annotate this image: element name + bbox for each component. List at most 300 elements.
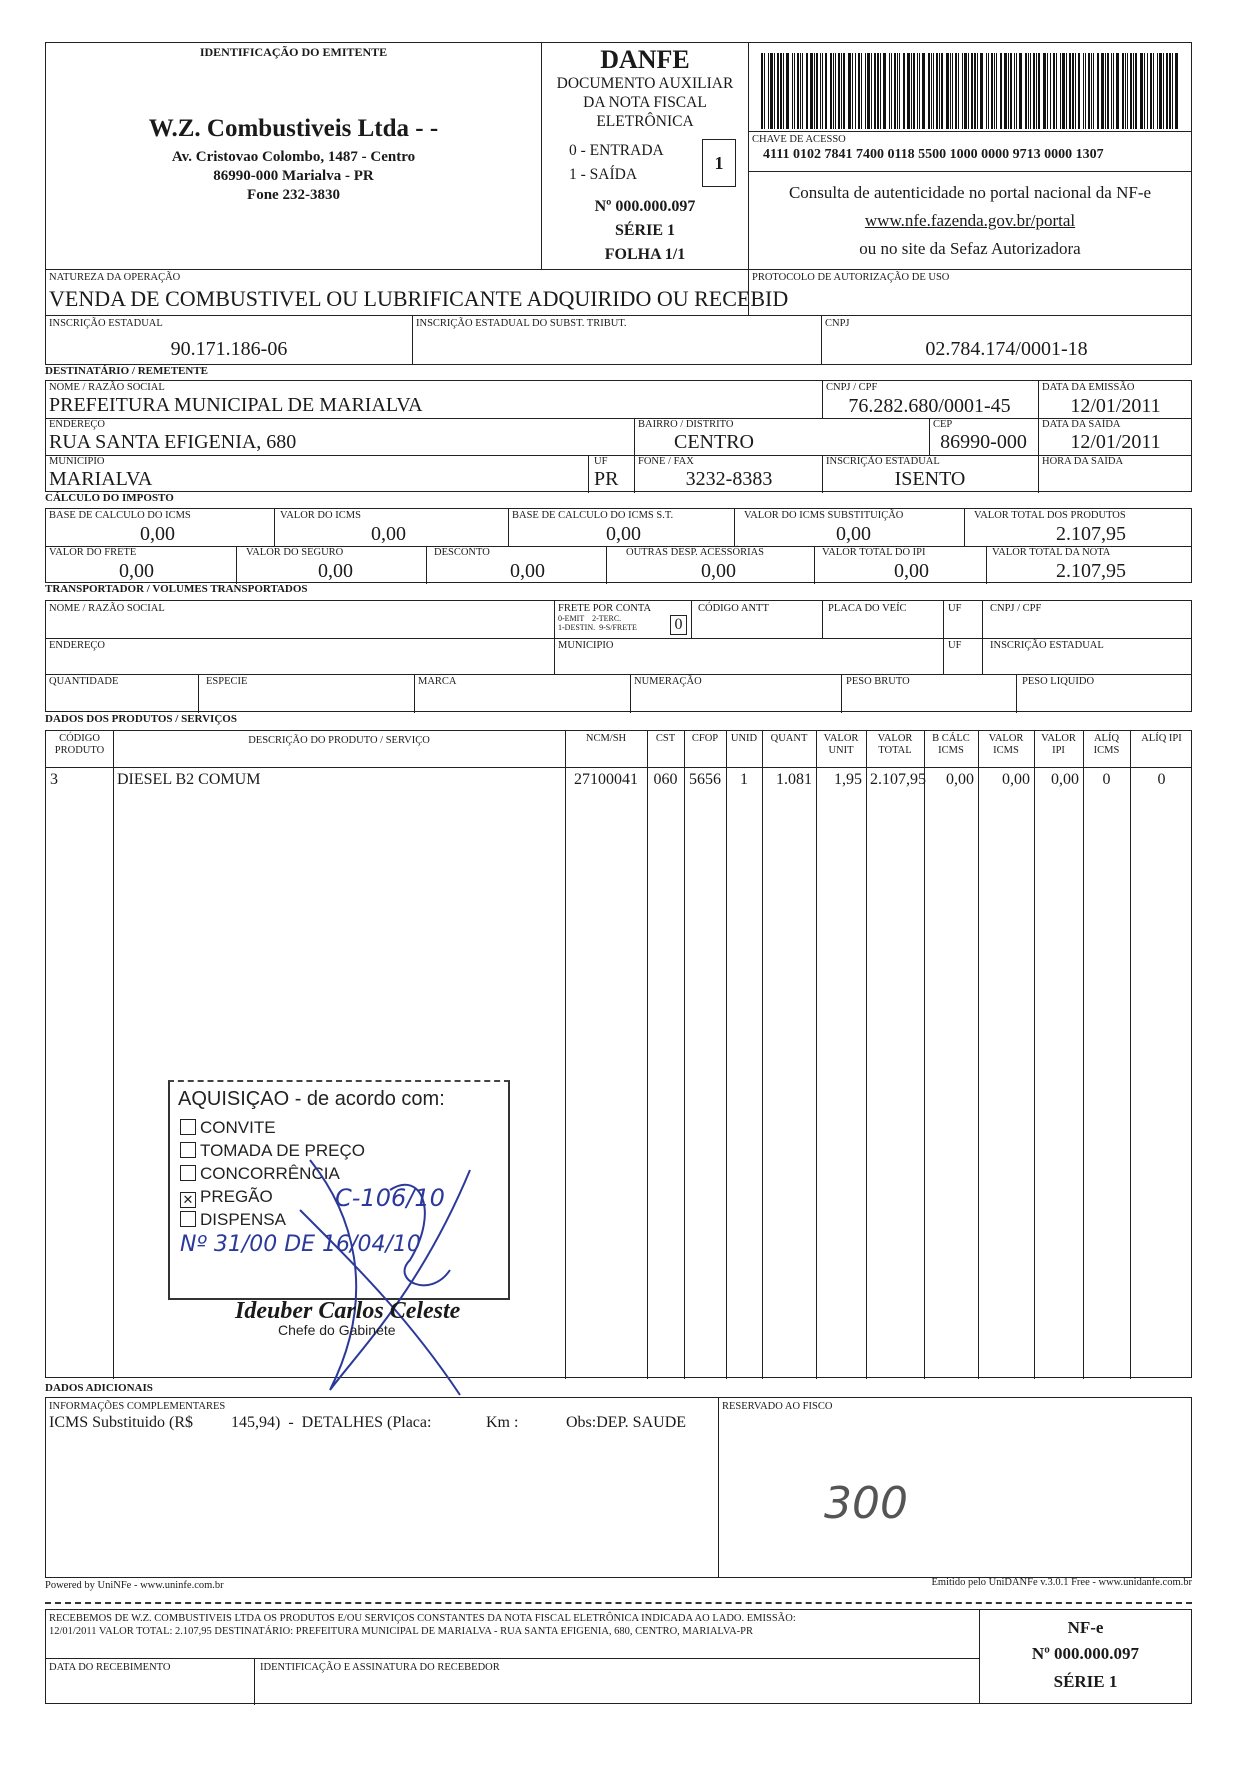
barcode-bar xyxy=(1153,53,1154,129)
barcode-bar xyxy=(777,53,779,129)
barcode-bar xyxy=(1085,53,1086,129)
barcode-bar xyxy=(939,53,940,129)
barcode-bar xyxy=(1050,53,1051,129)
barcode-bar xyxy=(794,53,795,129)
natureza-label: NATUREZA DA OPERAÇÃO xyxy=(49,272,181,283)
barcode-bar xyxy=(1111,53,1112,129)
imp-valor-icms-label: VALOR DO ICMS xyxy=(280,510,361,521)
stamp-option xyxy=(180,1187,273,1208)
column-divider xyxy=(1130,731,1131,1379)
header-cfop: CFOP xyxy=(691,733,719,744)
column-divider xyxy=(684,731,685,1379)
imp-total-ipi-label: VALOR TOTAL DO IPI xyxy=(822,547,926,558)
barcode-bar xyxy=(802,53,803,129)
powered-by-text: Powered by UniNFe - www.uninfe.com.br xyxy=(45,1580,224,1591)
barcode-bar xyxy=(1053,53,1055,129)
transp-peso-bruto-label: PESO BRUTO xyxy=(846,676,910,687)
barcode xyxy=(761,53,1181,129)
header-ncm: NCM/SH xyxy=(585,733,627,744)
barcode-bar xyxy=(820,53,821,129)
dest-ie-label: INSCRIÇÃO ESTADUAL xyxy=(826,456,940,467)
stamp-option-label: PREGÃO xyxy=(200,1187,273,1206)
dest-saida-label: DATA DA SAÍDA xyxy=(1042,419,1121,430)
dest-bairro-label: BAIRRO / DISTRITO xyxy=(638,419,734,430)
barcode-bar xyxy=(1163,53,1164,129)
barcode-bar xyxy=(1014,53,1015,129)
imposto-box xyxy=(45,508,1192,583)
canhoto-nfe-numero: Nº 000.000.097 xyxy=(1031,1644,1140,1663)
barcode-bar xyxy=(1036,53,1037,129)
barcode-bar xyxy=(816,53,818,129)
cell-unid: 1 xyxy=(740,771,748,788)
cnpj-label: CNPJ xyxy=(825,318,850,329)
stamp-option-label: TOMADA DE PREÇO xyxy=(200,1141,365,1160)
dest-nome-value: PREFEITURA MUNICIPAL DE MARIALVA xyxy=(49,394,423,416)
canhoto-data-label: DATA DO RECEBIMENTO xyxy=(49,1662,171,1673)
danfe-subtitle-3: ELETRÔNICA xyxy=(596,113,694,130)
barcode-bar xyxy=(841,53,842,129)
transp-numeracao-label: NUMERAÇÃO xyxy=(634,676,702,687)
barcode-bar xyxy=(1127,53,1128,129)
barcode-bar xyxy=(855,53,856,129)
signer-role: Chefe do Gabinete xyxy=(278,1322,396,1338)
checked-box-icon: ✕ xyxy=(180,1192,196,1208)
barcode-bar xyxy=(833,53,834,129)
barcode-bar xyxy=(950,53,951,129)
barcode-bar xyxy=(1072,53,1074,129)
barcode-bar xyxy=(911,53,912,129)
emitente-section-label: IDENTIFICAÇÃO DO EMITENTE xyxy=(199,45,388,59)
barcode-bar xyxy=(1000,53,1002,129)
dest-cep-label: CEP xyxy=(933,419,953,430)
barcode-bar xyxy=(1107,53,1109,129)
barcode-bar xyxy=(907,53,910,129)
barcode-bar xyxy=(1033,53,1035,129)
transp-antt-label: CÓDIGO ANTT xyxy=(698,603,769,614)
barcode-bar xyxy=(955,53,957,129)
barcode-bar xyxy=(894,53,896,129)
barcode-bar xyxy=(1144,53,1145,129)
barcode-bar xyxy=(1133,53,1134,129)
chave-value: 4111 0102 7841 7400 0118 5500 1000 0000 9713 0000 1307 xyxy=(763,147,1104,162)
header-valor-total: VALOR TOTAL xyxy=(877,733,913,756)
imp-icms-subst-value: 0,00 xyxy=(836,523,871,545)
stamp-option-label: DISPENSA xyxy=(200,1210,286,1229)
signer-name: Ideuber Carlos Celeste xyxy=(235,1298,461,1324)
imp-icms-subst-label: VALOR DO ICMS SUBSTITUIÇÃO xyxy=(744,510,904,521)
info-part-4: Obs:DEP. SAUDE xyxy=(566,1414,687,1431)
dest-hora-label: HORA DA SAÍDA xyxy=(1042,456,1124,467)
info-complementares-box xyxy=(45,1397,719,1578)
stamp-handwritten-ref: C-106/10 xyxy=(335,1184,445,1212)
imp-frete-value: 0,00 xyxy=(119,560,154,582)
column-divider xyxy=(978,731,979,1379)
cell-cfop: 5656 xyxy=(689,771,721,788)
barcode-bar xyxy=(1169,53,1171,129)
barcode-bar xyxy=(770,53,773,129)
barcode-bar xyxy=(883,53,886,129)
imp-valor-icms-value: 0,00 xyxy=(371,523,406,545)
transportador-box xyxy=(45,600,1192,712)
barcode-bar xyxy=(919,53,920,129)
canhoto-recebemos-1: RECEBEMOS DE W.Z. COMBUSTIVEIS LTDA OS PRODUTOS E/OU SERVIÇOS CONSTANTES DA NOTA FISCAL ELETRÔNICA INDICADA AO LADO. EMISSÃO: xyxy=(49,1613,796,1624)
destinatario-box xyxy=(45,380,1192,492)
danfe-entrada: 0 - ENTRADA xyxy=(569,142,664,159)
barcode-bar xyxy=(1056,53,1057,129)
barcode-bar xyxy=(1043,53,1046,129)
natureza-box xyxy=(45,269,789,316)
barcode-bar xyxy=(792,53,793,129)
dest-ie-value: ISENTO xyxy=(894,468,966,490)
barcode-bar xyxy=(1038,53,1040,129)
transp-quantidade-label: QUANTIDADE xyxy=(49,676,119,687)
danfe-subtitle-1: DOCUMENTO AUXILIAR xyxy=(556,75,734,92)
imp-seguro-value: 0,00 xyxy=(318,560,353,582)
header-valor-icms: VALOR ICMS xyxy=(988,733,1024,756)
imp-desconto-label: DESCONTO xyxy=(434,547,490,558)
imp-outras-value: 0,00 xyxy=(701,560,736,582)
barcode-bar xyxy=(897,53,898,129)
barcode-bar xyxy=(994,53,995,129)
barcode-bar xyxy=(877,53,879,129)
barcode-bar xyxy=(835,53,836,129)
danfe-title: DANFE xyxy=(600,45,690,74)
transp-nome-label: NOME / RAZÃO SOCIAL xyxy=(49,603,165,614)
protocolo-label: PROTOCOLO DE AUTORIZAÇÃO DE USO xyxy=(752,272,950,283)
barcode-bar xyxy=(986,53,987,129)
transp-uf-label: UF xyxy=(948,603,962,614)
checkbox-icon xyxy=(180,1142,196,1158)
column-divider xyxy=(1083,731,1084,1379)
barcode-bar xyxy=(1166,53,1168,129)
cell-descricao: DIESEL B2 COMUM xyxy=(117,771,261,788)
imp-desconto-value: 0,00 xyxy=(510,560,545,582)
imp-total-ipi-value: 0,00 xyxy=(894,560,929,582)
dest-fone-value: 3232-8383 xyxy=(685,468,773,490)
barcode-bar xyxy=(931,53,932,129)
cut-line xyxy=(45,1602,1192,1604)
barcode-bar xyxy=(1004,53,1007,129)
cell-valor-icms: 0,00 xyxy=(1002,771,1030,788)
barcode-bar xyxy=(1010,53,1012,129)
barcode-bar xyxy=(991,53,993,129)
dest-emissao-label: DATA DA EMISSÃO xyxy=(1042,382,1135,393)
info-part-2: 145,94) - DETALHES (Placa: xyxy=(231,1414,432,1431)
dest-fone-label: FONE / FAX xyxy=(638,456,694,467)
info-label: INFORMAÇÕES COMPLEMENTARES xyxy=(49,1401,226,1412)
protocolo-box xyxy=(748,269,1192,316)
barcode-bar xyxy=(1147,53,1148,129)
barcode-bar xyxy=(977,53,978,129)
cell-codigo: 3 xyxy=(50,771,58,788)
barcode-bar xyxy=(1075,53,1076,129)
barcode-bar xyxy=(1125,53,1126,129)
imp-total-nota-label: VALOR TOTAL DA NOTA xyxy=(992,547,1111,558)
cnpj-emitente-box xyxy=(821,315,1192,365)
header-valor-unit: VALOR UNIT xyxy=(823,733,859,756)
canhoto-box xyxy=(45,1609,980,1704)
header-aliq-icms: ALÍQ ICMS xyxy=(1093,733,1120,756)
transp-uf2-label: UF xyxy=(948,640,962,651)
ie-value: 90.171.186-06 xyxy=(170,338,288,360)
fisco-label: RESERVADO AO FISCO xyxy=(722,1401,833,1412)
consulta-sefaz: ou no site da Sefaz Autorizadora xyxy=(859,239,1081,258)
barcode-bar xyxy=(764,53,765,129)
barcode-bar xyxy=(928,53,930,129)
consulta-url-link[interactable]: www.nfe.fazenda.gov.br/portal xyxy=(864,211,1076,230)
column-divider xyxy=(726,731,727,1379)
canhoto-nfe-serie: SÉRIE 1 xyxy=(1053,1672,1118,1691)
barcode-bar xyxy=(1030,53,1031,129)
transp-marca-label: MARCA xyxy=(418,676,457,687)
canhoto-assinatura-label: IDENTIFICAÇÃO E ASSINATURA DO RECEBEDOR xyxy=(260,1662,500,1673)
barcode-bar xyxy=(1130,53,1132,129)
barcode-bar xyxy=(996,53,997,129)
checkbox-icon xyxy=(180,1165,196,1181)
header-codigo: CÓDIGO PRODUTO xyxy=(54,733,105,756)
transp-peso-liquido-label: PESO LIQUIDO xyxy=(1022,676,1095,687)
cell-ncm: 27100041 xyxy=(574,771,638,788)
produtos-section-label: DADOS DOS PRODUTOS / SERVIÇOS xyxy=(45,713,237,725)
destinatario-section-label: DESTINATÁRIO / REMETENTE xyxy=(45,365,208,377)
cnpj-value: 02.784.174/0001-18 xyxy=(925,338,1088,360)
stamp-option xyxy=(180,1118,276,1138)
barcode-bar xyxy=(1135,53,1137,129)
column-divider xyxy=(866,731,867,1379)
barcode-bar xyxy=(858,53,860,129)
barcode-bar xyxy=(761,53,763,129)
stamp-number-line: Nº 31/00 DE 16/04/10 xyxy=(180,1232,421,1257)
fisco-box xyxy=(718,1397,1192,1578)
dest-cep-value: 86990-000 xyxy=(940,431,1027,453)
barcode-bar xyxy=(941,53,943,129)
ie-label: INSCRIÇÃO ESTADUAL xyxy=(49,318,163,329)
imp-frete-label: VALOR DO FRETE xyxy=(49,547,137,558)
stamp-option-label: CONCORRÊNCIA xyxy=(200,1164,340,1183)
transp-placa-label: PLACA DO VEÍC xyxy=(828,603,907,614)
dest-cnpj-value: 76.282.680/0001-45 xyxy=(848,395,1011,417)
transp-frete-label: FRETE POR CONTA xyxy=(558,603,652,614)
barcode-bar xyxy=(971,53,973,129)
cell-valor-ipi: 0,00 xyxy=(1051,771,1079,788)
emitente-name: W.Z. Combustiveis Ltda - - xyxy=(148,115,439,142)
barcode-bar xyxy=(843,53,845,129)
dest-municipio-label: MUNICIPIO xyxy=(49,456,105,467)
barcode-bar xyxy=(1116,53,1119,129)
cell-valor-unit: 1,95 xyxy=(834,771,862,788)
barcode-bar xyxy=(1175,53,1178,129)
danfe-folha: FOLHA 1/1 xyxy=(604,246,686,263)
barcode-bar xyxy=(1025,53,1027,129)
barcode-bar xyxy=(1097,53,1099,129)
transp-cnpj-label: CNPJ / CPF xyxy=(990,603,1042,614)
checkbox-icon xyxy=(180,1119,196,1135)
barcode-bar xyxy=(936,53,938,129)
danfe-saida: 1 - SAÍDA xyxy=(569,166,638,183)
danfe-box xyxy=(541,42,749,270)
stamp-option-label: CONVITE xyxy=(200,1118,276,1137)
column-divider xyxy=(816,731,817,1379)
barcode-bar xyxy=(1062,53,1065,129)
emitente-phone: Fone 232-3830 xyxy=(247,187,340,203)
barcode-bar xyxy=(1016,53,1017,129)
header-cst: CST xyxy=(655,733,676,744)
column-divider xyxy=(565,731,566,1379)
barcode-bar xyxy=(1159,53,1162,129)
header-aliq-ipi: ALÍQ IPI xyxy=(1141,733,1182,744)
info-part-1: ICMS Substituido (R$ xyxy=(49,1414,194,1431)
barcode-bar xyxy=(806,53,808,129)
natureza-value: VENDA DE COMBUSTIVEL OU LUBRIFICANTE ADQUIRIDO OU RECEBID xyxy=(49,286,789,311)
header-quant: QUANT xyxy=(770,733,808,744)
barcode-bar xyxy=(1113,53,1114,129)
barcode-bar xyxy=(797,53,799,129)
barcode-bar xyxy=(825,53,828,129)
barcode-bar xyxy=(880,53,881,129)
barcode-bar xyxy=(891,53,892,129)
barcode-bar xyxy=(917,53,918,129)
barcode-bar xyxy=(1150,53,1152,129)
barcode-bar xyxy=(913,53,915,129)
barcode-bar xyxy=(814,53,815,129)
barcode-bar xyxy=(1122,53,1124,129)
ie-st-label: INSCRIÇÃO ESTADUAL DO SUBST. TRIBUT. xyxy=(416,318,627,329)
ie-box xyxy=(45,315,413,365)
barcode-bar xyxy=(800,53,801,129)
danfe-subtitle-2: DA NOTA FISCAL xyxy=(583,94,707,111)
transp-frete-opt-2: 1-DESTIN. 9-S/FRETE xyxy=(558,623,637,632)
info-part-3: Km : xyxy=(486,1414,519,1431)
imposto-section-label: CÁLCULO DO IMPOSTO xyxy=(45,492,174,504)
imp-outras-label: OUTRAS DESP. ACESSÓRIAS xyxy=(626,547,764,558)
transp-municipio-label: MUNICIPIO xyxy=(558,640,614,651)
barcode-bar xyxy=(1019,53,1022,129)
barcode-bar xyxy=(768,53,769,129)
barcode-bar xyxy=(946,53,949,129)
column-divider xyxy=(924,731,925,1379)
canhoto-nfe-box xyxy=(979,1609,1192,1704)
barcode-bar xyxy=(964,53,967,129)
signature-scribble xyxy=(270,1150,500,1400)
barcode-bar xyxy=(958,53,959,129)
barcode-bar xyxy=(852,53,853,129)
dest-uf-label: UF xyxy=(594,456,608,467)
chave-box xyxy=(748,42,1192,270)
imp-total-nota-value: 2.107,95 xyxy=(1056,560,1126,582)
barcode-bar xyxy=(1105,53,1106,129)
barcode-bar xyxy=(988,53,989,129)
transp-ie-label: INSCRIÇÃO ESTADUAL xyxy=(990,640,1104,651)
barcode-bar xyxy=(1101,53,1104,129)
barcode-bar xyxy=(1060,53,1061,129)
barcode-bar xyxy=(1028,53,1029,129)
imp-base-icms-value: 0,00 xyxy=(140,523,175,545)
canhoto-recebemos-2: 12/01/2011 VALOR TOTAL: 2.107,95 DESTINATÁRIO: PREFEITURA MUNICIPAL DE MARIALVA - RUA SANTA EFIGENIA, 680, CENTRO, MARIALVA-PR xyxy=(49,1626,754,1637)
barcode-bar xyxy=(980,53,983,129)
dest-saida-value: 12/01/2011 xyxy=(1070,431,1161,453)
dest-cnpj-label: CNPJ / CPF xyxy=(826,382,878,393)
barcode-bar xyxy=(783,53,784,129)
emitente-city: 86990-000 Marialva - PR xyxy=(213,168,374,184)
barcode-bar xyxy=(865,53,866,129)
barcode-bar xyxy=(1140,53,1143,129)
barcode-bar xyxy=(848,53,851,129)
barcode-bar xyxy=(952,53,953,129)
dest-endereco-label: ENDEREÇO xyxy=(49,419,105,430)
barcode-bar xyxy=(1078,53,1081,129)
emitido-por-text: Emitido pelo UniDANFe v.3.0.1 Free - www.unidanfe.com.br xyxy=(931,1577,1192,1588)
emitente-box xyxy=(45,42,542,270)
barcode-bar xyxy=(774,53,775,129)
column-divider xyxy=(113,731,114,1379)
imp-base-st-value: 0,00 xyxy=(606,523,641,545)
barcode-bar xyxy=(1157,53,1158,129)
transp-frete-opt-1: 0-EMIT 2-TERC. xyxy=(558,614,622,623)
barcode-bar xyxy=(1172,53,1173,129)
barcode-bar xyxy=(903,53,905,129)
consulta-text: Consulta de autenticidade no portal nacional da NF-e xyxy=(788,183,1152,202)
barcode-bar xyxy=(933,53,934,129)
barcode-bar xyxy=(1093,53,1094,129)
barcode-bar xyxy=(1008,53,1009,129)
barcode-bar xyxy=(1069,53,1071,129)
barcode-bar xyxy=(786,53,789,129)
imp-total-produtos-value: 2.107,95 xyxy=(1056,523,1126,545)
danfe-tipo-box: 1 xyxy=(702,139,736,187)
barcode-bar xyxy=(1088,53,1090,129)
danfe-numero: Nº 000.000.097 xyxy=(594,198,696,215)
imp-seguro-label: VALOR DO SEGURO xyxy=(246,547,344,558)
barcode-bar xyxy=(974,53,976,129)
column-divider xyxy=(1034,731,1035,1379)
header-valor-ipi: VALOR IPI xyxy=(1041,733,1076,756)
header-descricao: DESCRIÇÃO DO PRODUTO / SERVIÇO xyxy=(248,735,430,746)
barcode-bar xyxy=(810,53,813,129)
transportador-section-label: TRANSPORTADOR / VOLUMES TRANSPORTADOS xyxy=(45,583,308,595)
barcode-bar xyxy=(871,53,872,129)
cell-quant: 1.081 xyxy=(776,771,812,788)
barcode-bar xyxy=(1047,53,1048,129)
fisco-handwritten: 300 xyxy=(824,1478,908,1529)
barcode-bar xyxy=(1083,53,1084,129)
barcode-bar xyxy=(822,53,823,129)
barcode-bar xyxy=(962,53,963,129)
header-bc-icms: B CÁLC ICMS xyxy=(932,733,970,756)
cell-aliq-icms: 0 xyxy=(1102,771,1111,788)
barcode-bar xyxy=(899,53,900,129)
barcode-bar xyxy=(830,53,832,129)
imp-base-st-label: BASE DE CALCULO DO ICMS S.T. xyxy=(512,510,674,521)
barcode-bar xyxy=(867,53,870,129)
imp-base-icms-label: BASE DE CALCULO DO ICMS xyxy=(49,510,191,521)
barcode-bar xyxy=(780,53,782,129)
barcode-bar xyxy=(1091,53,1092,129)
cell-cst: 060 xyxy=(653,771,678,788)
transp-frete-value: 0 xyxy=(670,615,687,635)
cell-valor-total: 2.107,95 xyxy=(870,771,926,788)
chave-label: CHAVE DE ACESSO xyxy=(752,134,846,145)
dest-municipio-value: MARIALVA xyxy=(49,468,153,490)
header-unid: UNID xyxy=(730,733,758,744)
column-divider xyxy=(762,731,763,1379)
transp-especie-label: ESPECIE xyxy=(206,676,248,687)
imp-total-produtos-label: VALOR TOTAL DOS PRODUTOS xyxy=(974,510,1126,521)
barcode-bar xyxy=(922,53,925,129)
checkbox-icon xyxy=(180,1211,196,1227)
barcode-bar xyxy=(874,53,876,129)
barcode-bar xyxy=(889,53,890,129)
cell-bc-icms: 0,00 xyxy=(946,771,974,788)
